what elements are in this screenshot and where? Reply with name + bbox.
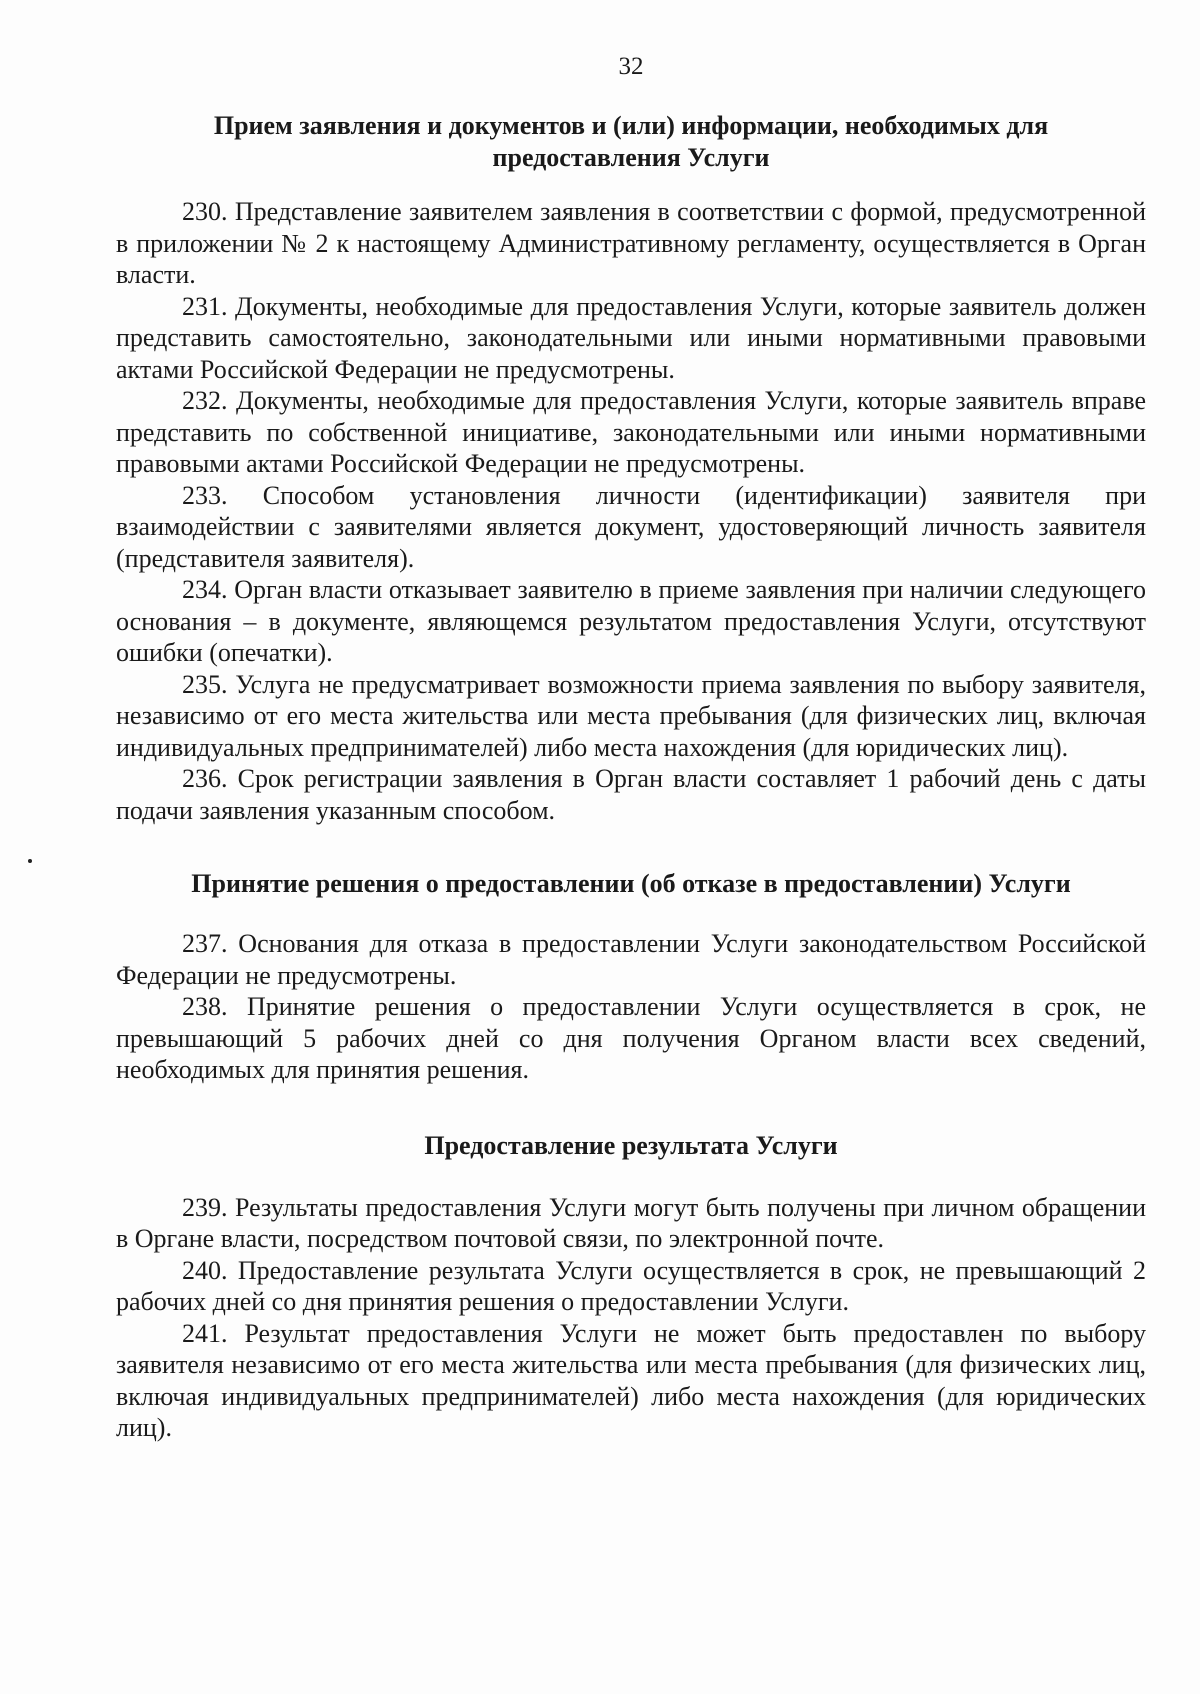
section-heading: Принятие решения о предоставлении (об отказе в предоставлении) Услуги (191, 869, 1071, 898)
scan-speck (28, 859, 32, 863)
paragraph-234: 234. Орган власти отказывает заявителю в приеме заявления при наличии следующего основания – в документе, являющемся результатом предоставления Услуги, отсутствуют ошибки (опечатки). (116, 575, 1146, 667)
paragraph-233: 233. Способом установления личности (идентификации) заявителя при взаимодействии с заявителями является документ, удостоверяющий личность заявителя (представителя заявителя). (116, 480, 1146, 573)
paragraph-239: 239. Результаты предоставления Услуги могут быть получены при личном обращении в Органе власти, посредством почтовой связи, по электронной почте. (116, 1192, 1146, 1253)
section-result (116, 1130, 1146, 1444)
paragraph-237: 237. Основания для отказа в предоставлении Услуги законодательством Российской Федерации не предусмотрены. (116, 929, 1146, 990)
paragraph-238: 238. Принятие решения о предоставлении Услуги осуществляется в срок, не превышающий 5 рабочих дней со дня получения Органом власти всех сведений, необходимых для принятия решения. (116, 992, 1146, 1084)
section-decision (116, 868, 1146, 1086)
paragraph-241: 241. Результат предоставления Услуги не может быть предоставлен по выбору заявителя независимо от его места жительства или места пребывания (для физических лиц, включая индивидуальных предпринимателей) либо места нахождения (для юридических лиц). (116, 1318, 1146, 1442)
paragraph-231: 231. Документы, необходимые для предоставления Услуги, которые заявитель должен представить самостоятельно, законодательными или иными нормативными правовыми актами Российской Федерации не предусмотрены. (116, 291, 1146, 384)
paragraph-240: 240. Предоставление результата Услуги осуществляется в срок, не превышающий 2 рабочих дней со дня принятия решения о предоставлении Услуги. (116, 1255, 1146, 1316)
paragraph-230: 230. Представление заявителем заявления в соответствии с формой, предусмотренной в приложении № 2 к настоящему Административному регламенту, осуществляется в Орган власти. (116, 197, 1146, 289)
paragraph-235: 235. Услуга не предусматривает возможности приема заявления по выбору заявителя, независимо от его места жительства или места пребывания (для физических лиц, включая индивидуальных предпринимателей) либо места нахождения (для юридических лиц). (116, 669, 1146, 762)
section-application-intake (116, 110, 1146, 826)
page-number: 32 (618, 53, 644, 80)
section-heading: Предоставление результата Услуги (424, 1130, 838, 1160)
paragraph-236: 236. Срок регистрации заявления в Орган власти составляет 1 рабочий день с даты подачи заявления указанным способом. (116, 764, 1146, 825)
paragraph-232: 232. Документы, необходимые для предоставления Услуги, которые заявитель вправе представить по собственной инициативе, законодательными или иными нормативными правовыми актами Российской Федерации не предусмотрены. (116, 386, 1146, 478)
document-body (116, 110, 1146, 1444)
section-heading: Прием заявления и документов и (или) информации, необходимых для предоставления Услуги (213, 111, 1049, 172)
